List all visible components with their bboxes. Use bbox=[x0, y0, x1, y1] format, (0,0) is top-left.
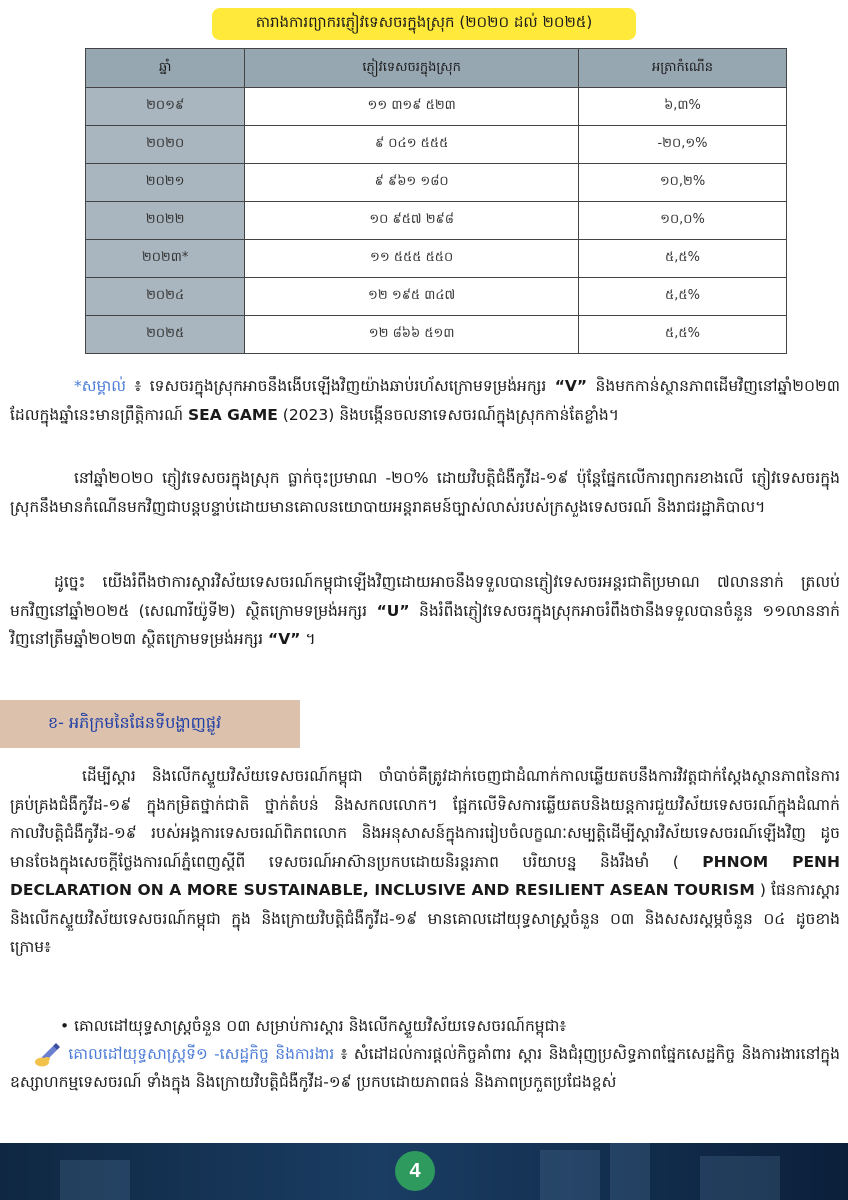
writing-hand-icon bbox=[34, 1042, 62, 1068]
visitors-cell: ១២ ១៩៥ ៣៤៧ bbox=[245, 278, 579, 316]
note-text-2: និងមកកាន់ស្ថានភាពដើមវិញនៅឆ្នាំ២០២៣ ដែលក្នុងឆ្នាំនេះមានព្រឹត្តិការណ៍ bbox=[10, 377, 840, 424]
declaration-title: PHNOM PENH DECLARATION ON A MORE SUSTAINABLE, INCLUSIVE AND RESILIENT ASEAN TOURISM bbox=[10, 852, 841, 899]
table-row bbox=[86, 164, 787, 202]
growth-cell: ១០,២% bbox=[579, 164, 787, 202]
table-title: តារាងការព្យាករភ្ញៀវទេសចរក្នុងស្រុក (២០២០ ដល់ ២០២៥) bbox=[212, 8, 636, 40]
recovery-expectation-paragraph bbox=[10, 568, 840, 654]
growth-cell: ១០,០% bbox=[579, 202, 787, 240]
table-row bbox=[86, 278, 787, 316]
year-cell: ២០២២ bbox=[86, 202, 245, 240]
growth-cell: -២០,១% bbox=[579, 126, 787, 164]
year-cell: ២០២៣* bbox=[86, 240, 245, 278]
goal-1-paragraph bbox=[10, 1040, 840, 1096]
para3-text-3: ។ bbox=[305, 630, 316, 648]
growth-cell: ៦,៣% bbox=[579, 88, 787, 126]
growth-cell: ៥,៥% bbox=[579, 316, 787, 354]
goal-1-label: គោលដៅយុទ្ធសាស្ត្រទី១ -សេដ្ឋកិច្ច និងការងារ bbox=[68, 1045, 335, 1063]
strategic-goals-bullet: • គោលដៅយុទ្ធសាស្ត្រចំនួន ០៣ សម្រាប់ការស្តារ និងលើកស្ទួយវិស័យទេសចរណ៍កម្ពុជា៖ bbox=[60, 1017, 567, 1035]
para3-u-letter: “U” bbox=[376, 601, 410, 620]
visitors-cell: ១២ ៨៦៦ ៥១៣ bbox=[245, 316, 579, 354]
table-header-row bbox=[86, 49, 787, 88]
note-label: *សម្គាល់ bbox=[74, 377, 127, 395]
covid-impact-paragraph: នៅឆ្នាំ២០២០ ភ្ញៀវទេសចរក្នុងស្រុក ធ្លាក់ចុះប្រមាណ -២០% ដោយវិបត្តិជំងឺកូវីដ-១៩ ប៉ុន្តែផ្នែកលើការព្យាករខាងលើ ភ្ញៀវទេសចរក្នុងស្រុកនឹងមានកំណើនមកវិញជាបន្តបន្ទាប់ដោយមានគោលនយោបាយអន្តរាគមន៍ច្បាស់លាស់របស់ក្រសួងទេសចរណ៍ និងរាជរដ្ឋាភិបាល។ bbox=[10, 469, 840, 516]
para4-text-2: ) ផែនការស្តារ និងលើកស្ទួយវិស័យទេសចរណ៍កម្ពុជា ក្នុង និងក្រោយវិបត្តិជំងឺកូវីដ-១៩ មានគោលដៅយុទ្ធសាស្ត្រចំនួន ០៣ និងសសរស្តម្ភចំនួន ០៤ ដូចខាងក្រោម៖ bbox=[10, 881, 840, 956]
footer-building bbox=[540, 1150, 600, 1200]
table-row bbox=[86, 88, 787, 126]
footer-building bbox=[700, 1156, 780, 1200]
col-header-year: ឆ្នាំ bbox=[86, 49, 245, 88]
table-row bbox=[86, 202, 787, 240]
table-row bbox=[86, 240, 787, 278]
goal-1-text: ៖ សំដៅដល់ការផ្តល់កិច្ចគាំពារ ស្តារ និងជំរុញប្រសិទ្ធភាពផ្នែកសេដ្ឋកិច្ច និងការងារនៅក្នុងឧស្សាហកម្មទេសចរណ៍ ទាំងក្នុង និងក្រោយវិបត្តិជំងឺកូវីដ-១៩ ប្រកបដោយភាពធន់ និងភាពប្រកួតប្រជែងខ្ពស់ bbox=[10, 1045, 840, 1091]
year-cell: ២០២៤ bbox=[86, 278, 245, 316]
visitors-cell: ៩ ៩៦១ ១៨០ bbox=[245, 164, 579, 202]
roadmap-paragraph bbox=[10, 762, 840, 962]
growth-cell: ៥,៥% bbox=[579, 278, 787, 316]
note-paragraph bbox=[10, 372, 840, 429]
visitors-cell: ១១ ៣១៩ ៥២៣ bbox=[245, 88, 579, 126]
visitors-cell: ១១ ៥៥៥ ៥៥០ bbox=[245, 240, 579, 278]
year-cell: ២០២០ bbox=[86, 126, 245, 164]
footer-building bbox=[610, 1143, 650, 1200]
col-header-growth: អត្រាកំណើន bbox=[579, 49, 787, 88]
tourist-forecast-table bbox=[85, 48, 787, 354]
page-number-badge: 4 bbox=[395, 1151, 435, 1191]
year-cell: ២០២៥ bbox=[86, 316, 245, 354]
table-row bbox=[86, 126, 787, 164]
para3-text-2: និងរំពឹងភ្ញៀវទេសចរក្នុងស្រុកអាចរំពឹងថានឹងទទួលបានចំនួន ១១លាននាក់ វិញនៅត្រឹមឆ្នាំ២០២៣ ស្ថិតក្រោមទម្រង់អក្សរ bbox=[10, 601, 840, 648]
section-heading: ខ- អភិក្រមនៃផែនទីបង្ហាញផ្លូវ bbox=[0, 700, 300, 748]
growth-cell: ៥,៥% bbox=[579, 240, 787, 278]
note-text-3: (2023) និងបង្កើនចលនាទេសចរណ៍ក្នុងស្រុកកាន់តែខ្លាំង។ bbox=[282, 405, 619, 424]
footer-building bbox=[60, 1160, 130, 1200]
para4-text-1: ដើម្បីស្តារ និងលើកស្ទួយវិស័យទេសចរណ៍កម្ពុជា ចាំបាច់គឺត្រូវដាក់ចេញជាដំណាក់កាលឆ្លើយតបនឹងការវិវត្តជាក់ស្តែងស្ថានភាពនៃការគ្រប់គ្រងជំងឺកូវីដ-១៩ ក្នុងកម្រិតថ្នាក់ជាតិ ថ្នាក់តំបន់ និងសកលលោក។ ផ្អែកលើទិសការឆ្លើយតបនិងយន្តការជួយវិស័យទេសចរណ៍ក្នុងដំណាក់កាលវិបត្តិជំងឺកូវីដ-១៩ របស់អង្គការទេសចរណ៍ពិភពលោក និងអនុសាសន៍ក្នុងការរៀបចំលក្ខណៈសម្បត្តិដើម្បីស្តារវិស័យទេសចរណ៍ឡើងវិញ ដូចមានចែងក្នុងសេចក្តីថ្លែងការណ៍ភ្នំពេញស្តីពី ទេសចរណ៍អាស៊ានប្រកបដោយនិរន្តរភាព បរិយាបន្ន និងរឹងមាំ ( bbox=[10, 767, 840, 871]
para3-v-letter: “V” bbox=[268, 630, 301, 648]
visitors-cell: ១០ ៩៥៧ ២៩៨ bbox=[245, 202, 579, 240]
para3-text-1: ដូច្នេះ យើងរំពឹងថាការស្តារវិស័យទេសចរណ៍កម្ពុជាឡើងវិញដោយអាចនឹងទទួលបានភ្ញៀវទេសចរអន្តរជាតិប្រមាណ ៧លាននាក់ ត្រលប់មកវិញនៅឆ្នាំ២០២៥ (សេណារីយ៉ូទី២) ស្ថិតក្រោមទម្រង់អក្សរ bbox=[10, 573, 840, 620]
note-text-1: ៖ ទេសចរក្នុងស្រុកអាចនឹងងើបឡើងវិញយ៉ាងឆាប់រហ័សក្រោមទម្រង់អក្សរ bbox=[134, 377, 547, 395]
year-cell: ២០១៩ bbox=[86, 88, 245, 126]
note-event: SEA GAME bbox=[187, 405, 278, 424]
table-row bbox=[86, 316, 787, 354]
visitors-cell: ៩ ០៤១ ៥៥៥ bbox=[245, 126, 579, 164]
year-cell: ២០២១ bbox=[86, 164, 245, 202]
note-v-letter: “V” bbox=[554, 377, 588, 395]
col-header-visitors: ភ្ញៀវទេសចរក្នុងស្រុក bbox=[245, 49, 579, 88]
